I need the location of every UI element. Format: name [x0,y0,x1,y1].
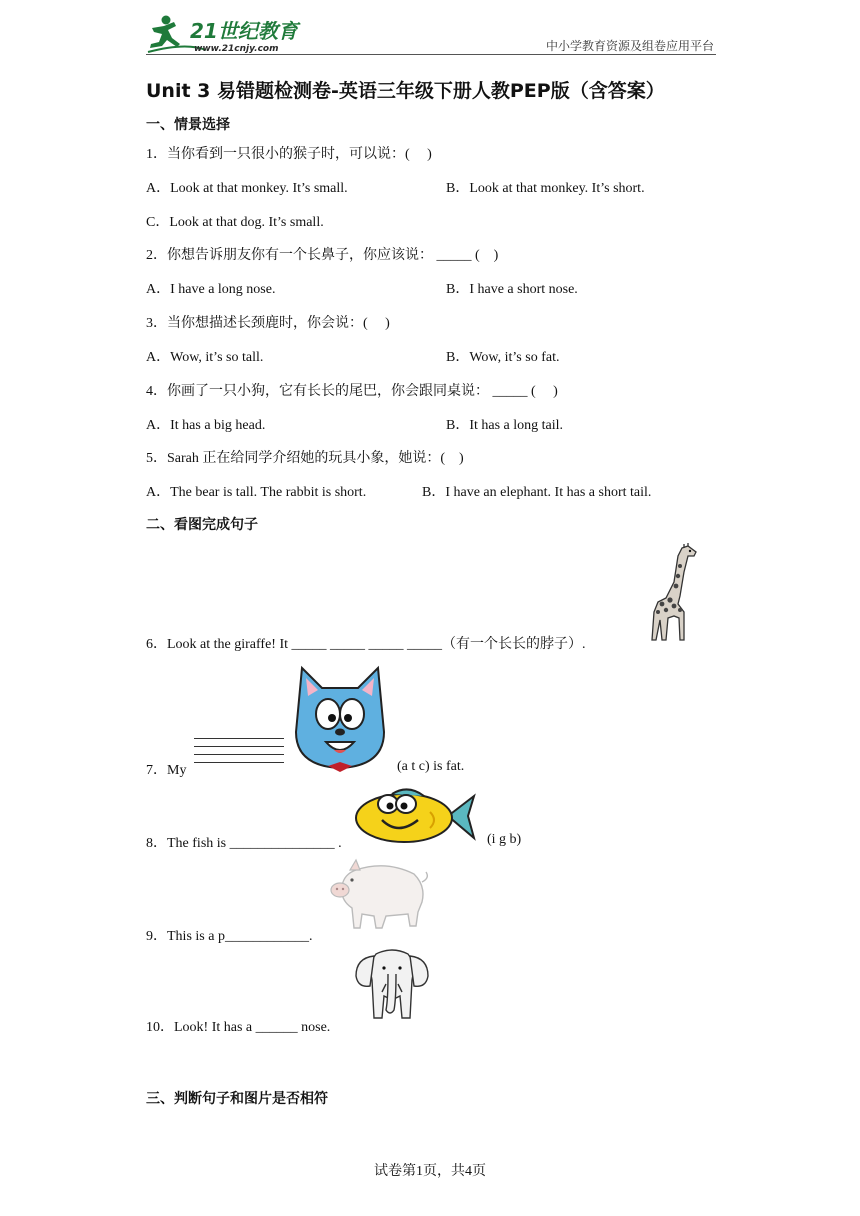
header-platform-text: 中小学教育资源及组卷应用平台 [545,39,714,53]
pig-picture [326,856,430,934]
question-9: 9．This is a p____________. [146,929,313,944]
question-3-option-a[interactable]: A．Wow, it’s so tall. [146,350,264,365]
answer-lines [194,738,284,770]
section-heading-3: 三、判断句子和图片是否相符 [146,1091,328,1107]
question-5-option-a[interactable]: A．The bear is tall. The rabbit is short. [146,485,367,500]
question-1-stem: 1．当你看到一只很小的猴子时，可以说：( ) [146,147,432,162]
question-3-option-b[interactable]: B．Wow, it’s so fat. [446,350,560,365]
logo-text: 21世纪教育 [190,19,298,43]
question-7-prefix: 7．My [146,763,187,778]
logo-url: www.21cnjy.com [194,44,279,54]
question-4-option-a[interactable]: A．It has a big head. [146,418,266,433]
question-4-stem: 4．你画了一只小狗，它有长长的尾巴，你会跟同桌说： _____ ( ) [146,384,558,399]
question-2-stem: 2．你想告诉朋友你有一个长鼻子，你应该说： _____ ( ) [146,248,499,263]
question-7-hint: (a t c) is fat. [397,759,465,774]
section-heading-2: 二、看图完成句子 [146,517,258,533]
question-6: 6．Look at the giraffe! It _____ _____ _____ _____（有一个长长的脖子）. [146,637,586,652]
question-1-option-b[interactable]: B．Look at that monkey. It’s short. [446,181,645,196]
document-title: Unit 3 易错题检测卷-英语三年级下册人教PEP版（含答案） [146,80,665,102]
question-1-option-c[interactable]: C．Look at that dog. It’s small. [146,215,324,230]
question-8-hint: (i g b) [487,832,522,847]
question-8: 8．The fish is _______________ . [146,836,342,851]
header-divider [146,54,716,55]
question-1-option-a[interactable]: A．Look at that monkey. It’s small. [146,181,348,196]
question-2-option-a[interactable]: A．I have a long nose. [146,282,276,297]
question-2-option-b[interactable]: B．I have a short nose. [446,282,578,297]
section-heading-1: 一、情景选择 [146,117,230,133]
question-5-option-b[interactable]: B．I have an elephant. It has a short tail. [422,485,652,500]
page-footer: 试卷第1页，共4页 [374,1164,486,1179]
giraffe-picture [644,542,702,646]
site-logo [146,12,316,54]
question-10: 10．Look! It has a ______ nose. [146,1020,331,1035]
cat-picture [288,662,392,774]
question-3-stem: 3．当你想描述长颈鹿时，你会说：( ) [146,316,390,331]
elephant-picture [352,944,432,1026]
question-5-stem: 5．Sarah 正在给同学介绍她的玩具小象，她说：( ) [146,451,464,466]
fish-picture [352,786,478,848]
question-4-option-b[interactable]: B．It has a long tail. [446,418,564,433]
